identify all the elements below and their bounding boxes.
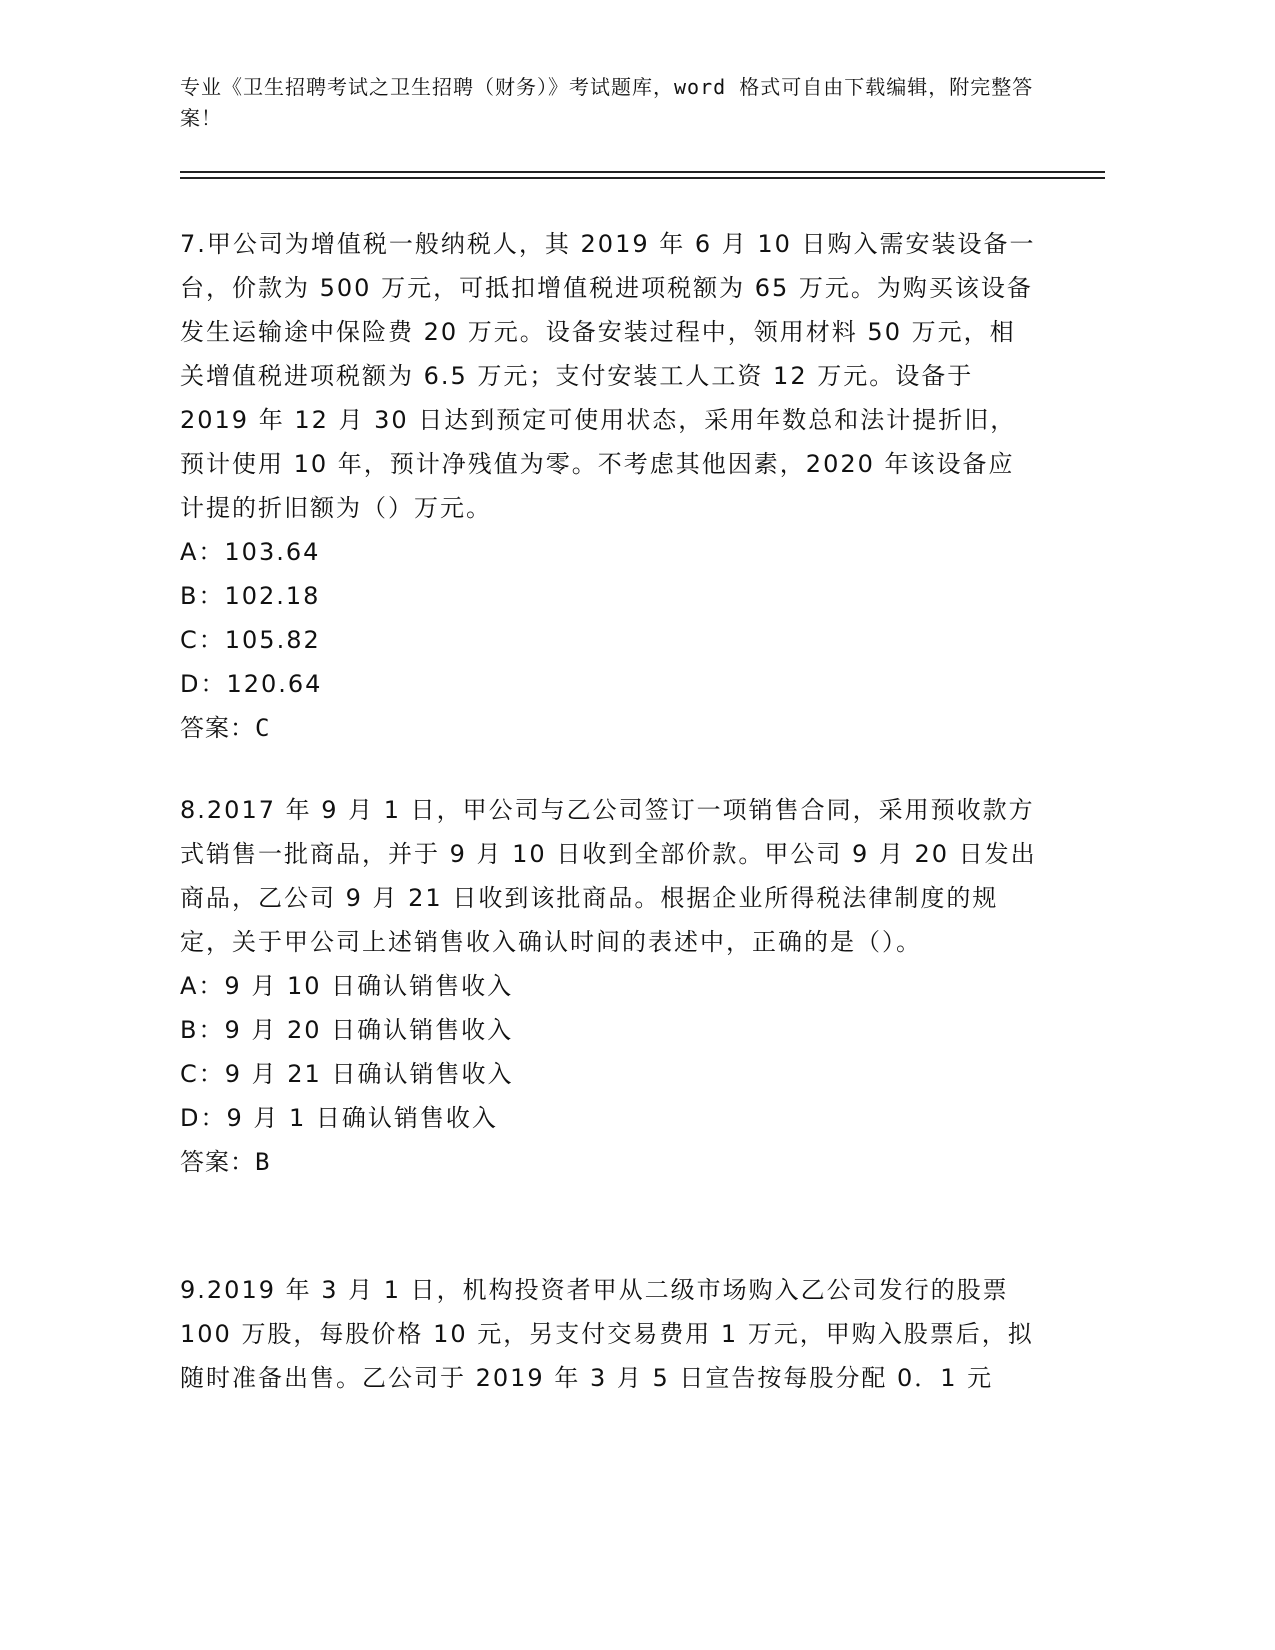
question-9 (180, 1268, 1040, 1400)
option-d: D：120.64 (180, 670, 323, 698)
option-a: A：103.64 (180, 538, 321, 566)
header-divider-top (180, 171, 1105, 173)
document-header (180, 72, 1040, 134)
header-title: 专业《卫生招聘考试之卫生招聘（财务）》考试题库，word 格式可自由下载编辑，附完整答案！ (180, 75, 1034, 130)
question-8 (180, 788, 1040, 1184)
option-b: B：102.18 (180, 582, 321, 610)
header-divider-bottom (180, 177, 1105, 179)
option-a: A：9 月 10 日确认销售收入 (180, 972, 514, 1000)
option-c: C：105.82 (180, 626, 321, 654)
option-c: C：9 月 21 日确认销售收入 (180, 1060, 514, 1088)
option-b: B：9 月 20 日确认销售收入 (180, 1016, 514, 1044)
answer: 答案：C (180, 714, 271, 742)
option-d: D：9 月 1 日确认销售收入 (180, 1104, 498, 1132)
question-text: 9.2019 年 3 月 1 日，机构投资者甲从二级市场购入乙公司发行的股票 100 万股，每股价格 10 元，另支付交易费用 1 万元，甲购入股票后，拟随时准备出售。乙公司于 2019 年 3 月 5 日宣告按每股分配 0．1 元 (180, 1276, 1034, 1392)
answer: 答案：B (180, 1148, 271, 1176)
question-text: 7.甲公司为增值税一般纳税人，其 2019 年 6 月 10 日购入需安装设备一台，价款为 500 万元，可抵扣增值税进项税额为 65 万元。为购买该设备发生运输途中保险费 20 万元。设备安装过程中，领用材料 50 万元，相关增值税进项税额为 6.5 万元；支付安装工人工资 12 万元。设备于 2019 年 12 月 30 日达到预定可使用状态，采用年数总和法计提折旧，预计使用 10 年，预计净残值为零。不考虑其他因素，2020 年该设备应计提的折旧额为（）万元。 (180, 230, 1036, 522)
question-7 (180, 222, 1040, 750)
question-text: 8.2017 年 9 月 1 日，甲公司与乙公司签订一项销售合同，采用预收款方式销售一批商品，并于 9 月 10 日收到全部价款。甲公司 9 月 20 日发出商品，乙公司 9 月 21 日收到该批商品。根据企业所得税法律制度的规定，关于甲公司上述销售收入确认时间的表述中，正确的是（）。 (180, 796, 1037, 956)
